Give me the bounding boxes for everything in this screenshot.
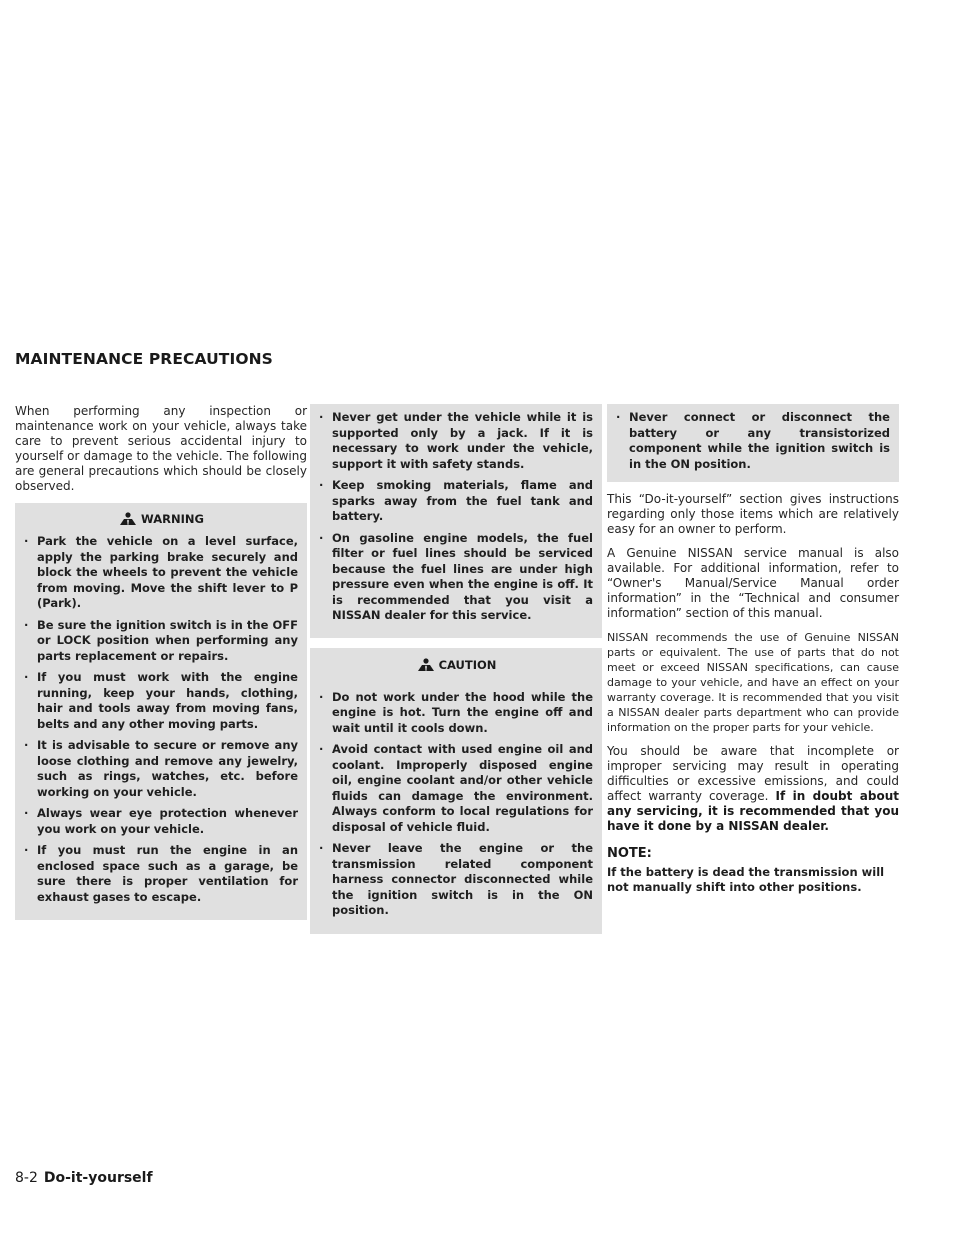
- page-footer: [15, 1170, 153, 1186]
- page-number: 8-2: [15, 1170, 38, 1186]
- caution-header: [310, 638, 602, 682]
- warning-header: [24, 510, 298, 534]
- paragraph-service-manual: A Genuine NISSAN service manual is also available. For additional information, refer to “Owner's Manual/Service Manual order information” in the “Technical and consumer information” section of this manual.: [607, 546, 899, 620]
- warning-item: · On gasoline engine models, the fuel filter or fuel lines should be serviced because the fuel lines are under high pressure even when the engine is off. It is recommended that you visit a NISSAN dealer for this service.: [319, 531, 593, 624]
- warning-item: · If you must work with the engine running, keep your hands, clothing, hair and tools away from moving fans, belts and any other moving parts.: [24, 670, 298, 732]
- column-1: [15, 404, 307, 920]
- warning-item: · Never get under the vehicle while it is supported only by a jack. If it is necessary to work under the vehicle, support it with safety stands.: [319, 410, 593, 472]
- warning-box: [15, 503, 307, 920]
- servicing-text: You should be aware that incomplete or improper servicing may result in operating difficulties or excessive emissions, and could affect warranty coverage.: [607, 744, 899, 803]
- column-3: [607, 404, 899, 895]
- section-title: MAINTENANCE PRECAUTIONS: [15, 350, 273, 368]
- caution-label: CAUTION: [438, 657, 497, 672]
- caution-person-icon: [416, 658, 436, 672]
- note-title: NOTE:: [607, 846, 652, 861]
- warning-person-icon: [118, 512, 138, 526]
- warning-list: [24, 534, 298, 905]
- warning-box-continued: [310, 404, 602, 934]
- paragraph-servicing-warning: [607, 744, 899, 834]
- caution-item: · Never leave the engine or the transmission related component harness connector disconnected while the ignition switch is in the ON position.: [319, 841, 593, 919]
- column-2: [310, 404, 602, 934]
- note-text: If the battery is dead the transmission will not manually shift into other positions.: [607, 865, 885, 894]
- intro-paragraph: When performing any inspection or maintenance work on your vehicle, always take care to prevent serious accidental injury to yourself or damage to the vehicle. The following are general precautions which should be closely observed.: [15, 404, 307, 493]
- warning-item: · Keep smoking materials, flame and sparks away from the fuel tank and battery.: [319, 478, 593, 525]
- caution-list: [319, 690, 593, 919]
- warning-item: · If you must run the engine in an enclosed space such as a garage, be sure there is proper ventilation for exhaust gases to escape.: [24, 843, 298, 905]
- caution-item: · Avoid contact with used engine oil and coolant. Improperly disposed engine oil, engine coolant and/or other vehicle fluids can damage the environment. Always conform to local regulations for disposal of vehicle fluid.: [319, 742, 593, 835]
- caution-box-continued: [607, 404, 899, 482]
- warning-list-continued: [319, 410, 593, 624]
- warning-item: · Always wear eye protection whenever you work on your vehicle.: [24, 806, 298, 837]
- warning-item: · Be sure the ignition switch is in the OFF or LOCK position when performing any parts replacement or repairs.: [24, 618, 298, 665]
- paragraph-genuine-parts: NISSAN recommends the use of Genuine NISSAN parts or equivalent. The use of parts that do not meet or exceed NISSAN specifications, can cause damage to your vehicle, and have an effect on your warranty coverage. It is recommended that you visit a NISSAN dealer parts department who can provide information on the proper parts for your vehicle.: [607, 631, 899, 734]
- footer-section-name: Do-it-yourself: [43, 1170, 153, 1186]
- caution-item: · Never connect or disconnect the battery or any transistorized component while the ignition switch is in the ON position.: [616, 410, 890, 472]
- caution-item: · Do not work under the hood while the engine is hot. Turn the engine off and wait until it cools down.: [319, 690, 593, 737]
- warning-item: · Park the vehicle on a level surface, apply the parking brake securely and block the wheels to prevent the vehicle from moving. Move the shift lever to P (Park).: [24, 534, 298, 612]
- paragraph-diy-intro: This “Do-it-yourself” section gives instructions regarding only those items which are relatively easy for an owner to perform.: [607, 492, 899, 536]
- warning-label: WARNING: [141, 512, 204, 526]
- warning-item: · It is advisable to secure or remove any loose clothing and remove any jewelry, such as rings, watches, etc. before working on your vehicle.: [24, 738, 298, 800]
- servicing-bold-text: If in doubt about any servicing, it is recommended that you have it done by a NISSAN dealer.: [607, 789, 899, 833]
- caution-list-continued: [616, 410, 890, 472]
